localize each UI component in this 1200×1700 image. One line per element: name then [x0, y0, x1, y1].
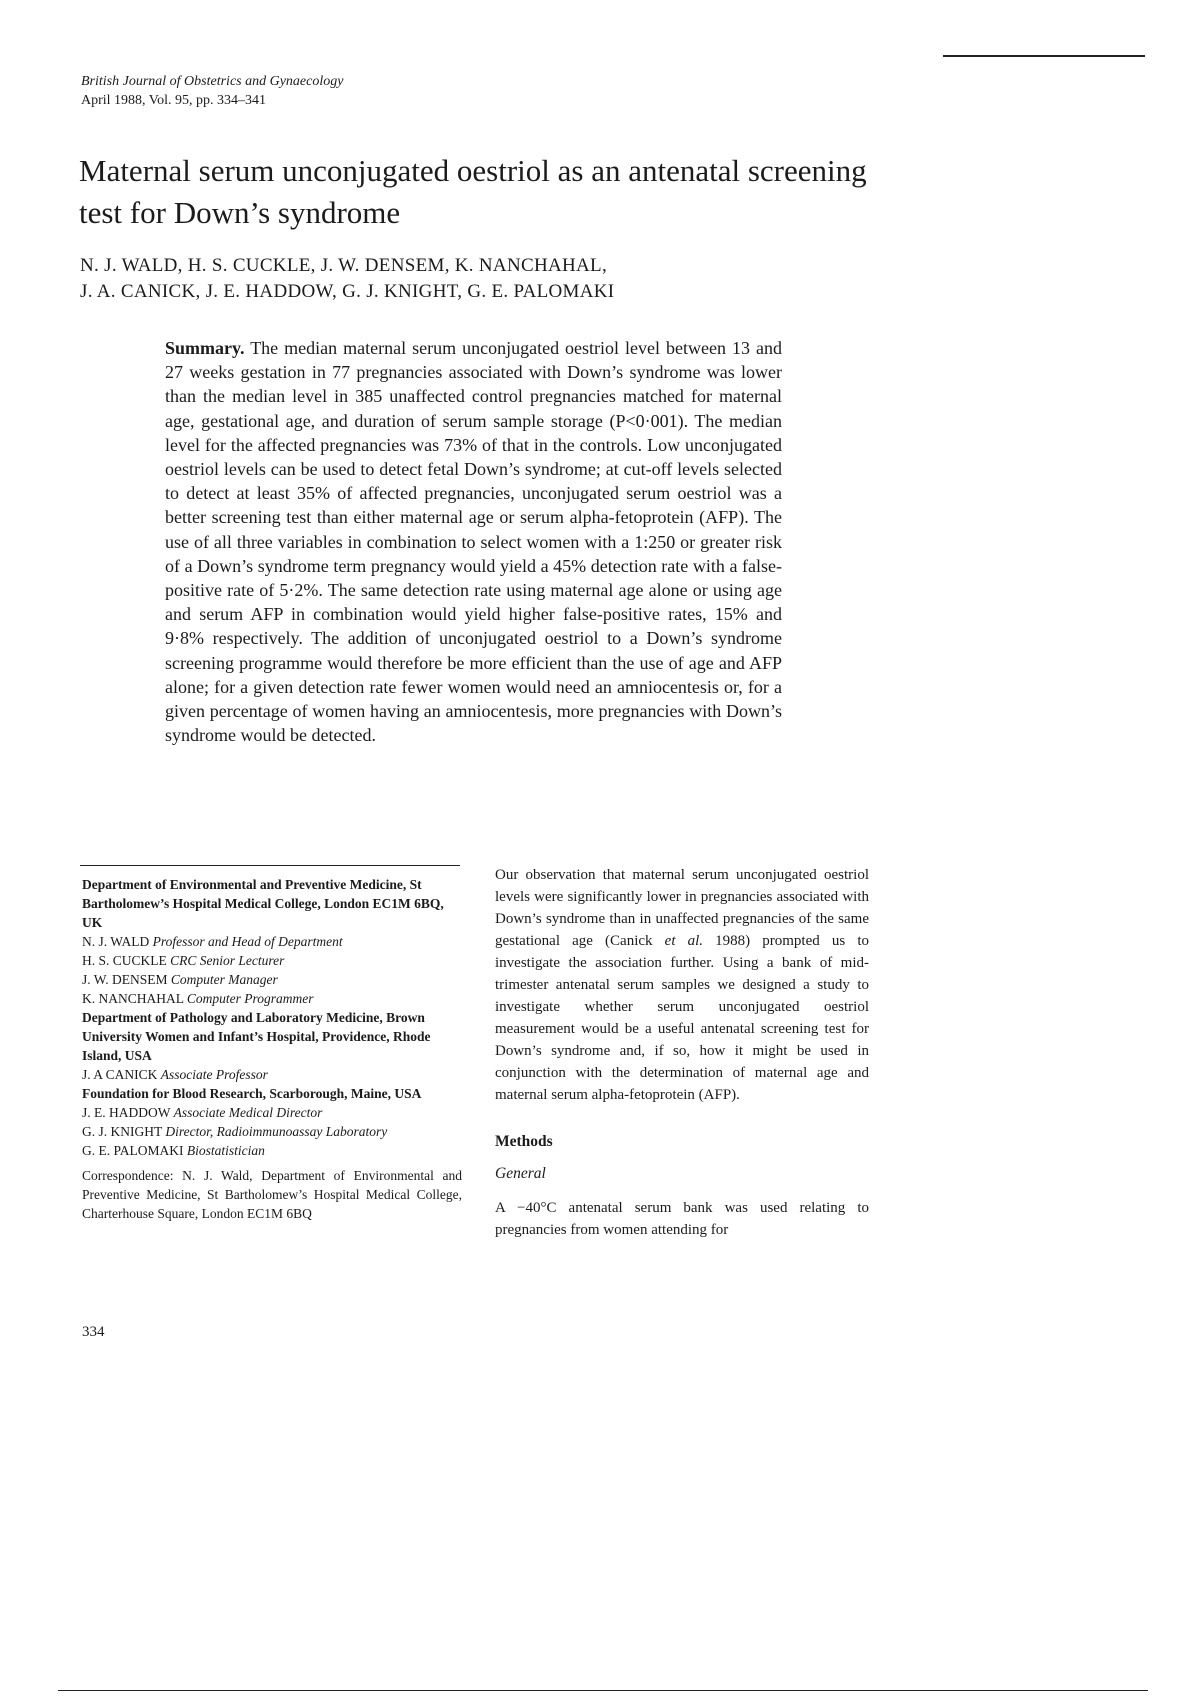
affiliation-person [82, 1141, 462, 1160]
person-role: Director, Radioimmunoassay Laboratory [165, 1124, 388, 1139]
affiliation-person [82, 1122, 462, 1141]
person-role: Professor and Head of Department [152, 934, 343, 949]
journal-name: British Journal of Obstetrics and Gynaecology [81, 74, 344, 89]
affiliation-person [82, 951, 462, 970]
person-name: H. S. CUCKLE [82, 953, 167, 968]
affiliation-rule [80, 865, 460, 866]
body-right-column [495, 864, 869, 1241]
summary-label: Summary. [165, 338, 245, 358]
affiliation-dept-3: Foundation for Blood Research, Scarborough, Maine, USA [82, 1086, 422, 1101]
author-line-1: N. J. WALD, H. S. CUCKLE, J. W. DENSEM, K. NANCHAHAL, [80, 255, 607, 276]
affiliation-person [82, 1065, 462, 1084]
bottom-rule [58, 1690, 1148, 1691]
person-name: K. NANCHAHAL [82, 991, 184, 1006]
affiliations-block [82, 875, 462, 1223]
affiliation-dept-1: Department of Environmental and Preventive Medicine, St Bartholomew’s Hospital Medical College, London EC1M 6BQ, UK [82, 877, 444, 930]
author-line-2: J. A. CANICK, J. E. HADDOW, G. J. KNIGHT, G. E. PALOMAKI [80, 281, 615, 302]
person-name: G. E. PALOMAKI [82, 1143, 184, 1158]
person-role: CRC Senior Lecturer [170, 953, 285, 968]
person-name: J. E. HADDOW [82, 1105, 171, 1120]
intro-paragraph [495, 864, 869, 1106]
intro-text-part-1: Our observation that maternal serum unconjugated oestriol levels were significantly lower in pregnancies associated with Down’s syndrome than in unaffected pregnancies of the same gestational age (Canick [495, 867, 869, 949]
person-role: Biostatistician [186, 1143, 265, 1158]
article-title: Maternal serum unconjugated oestriol as an antenatal screening test for Down’s syndrome [79, 153, 867, 230]
page-number: 334 [82, 1324, 105, 1340]
intro-text-part-2: 1988) prompted us to investigate the association further. Using a bank of mid-trimester antenatal serum samples we designed a study to investigate whether serum unconjugated oestriol measurement would be a useful antenatal screening test for Down’s syndrome and, if so, how it might be used in conjunction with the determination of maternal age and maternal serum alpha-fetoprotein (AFP). [495, 933, 870, 1103]
person-name: N. J. WALD [82, 934, 150, 949]
affiliation-person [82, 970, 462, 989]
journal-issue: April 1988, Vol. 95, pp. 334–341 [81, 93, 266, 108]
person-role: Associate Professor [160, 1067, 268, 1082]
general-subheading: General [495, 1165, 546, 1182]
affiliation-dept-2: Department of Pathology and Laboratory Medicine, Brown University Women and Infant’s Hospital, Providence, Rhode Island, USA [82, 1010, 431, 1063]
author-list [80, 253, 880, 305]
correspondence-address: Correspondence: N. J. Wald, Department of Environmental and Preventive Medicine, St Bartholomew’s Hospital Medical College, Charterhouse Square, London EC1M 6BQ [82, 1168, 462, 1221]
person-role: Associate Medical Director [173, 1105, 323, 1120]
summary-text: The median maternal serum unconjugated oestriol level between 13 and 27 weeks gestation in 77 pregnancies associated with Down’s syndrome was lower than the median level in 385 unaffected control pregnancies matched for maternal age, gestational age, and duration of serum sample storage (P<0·001). The median level for the affected pregnancies was 73% of that in the controls. Low unconjugated oestriol levels can be used to detect fetal Down’s syndrome; at cut-off levels selected to detect at least 35% of affected pregnancies, unconjugated serum oestriol was a better screening test than either maternal age or serum alpha-fetoprotein (AFP). The use of all three variables in combination to select women with a 1:250 or greater risk of a Down’s syndrome term pregnancy would yield a 45% detection rate with a false-positive rate of 5·2%. The same detection rate using maternal age alone or using age and serum AFP in combination would yield higher false-positive rates, 15% and 9·8% respectively. The addition of unconjugated oestriol to a Down’s syndrome screening programme would therefore be more efficient than the use of age and AFP alone; for a given detection rate fewer women would need an amniocentesis or, for a given percentage of women having an amniocentesis, more pregnancies with Down’s syndrome would be detected. [165, 338, 782, 746]
summary-abstract [165, 336, 782, 747]
intro-citation-etal: et al. [664, 933, 704, 949]
general-paragraph: A −40°C antenatal serum bank was used relating to pregnancies from women attending for [495, 1200, 869, 1238]
methods-heading: Methods [495, 1133, 553, 1150]
person-name: J. W. DENSEM [82, 972, 168, 987]
person-role: Computer Manager [170, 972, 278, 987]
person-role: Computer Programmer [186, 991, 314, 1006]
top-rule [943, 55, 1145, 57]
person-name: G. J. KNIGHT [82, 1124, 162, 1139]
affiliation-person [82, 1103, 462, 1122]
affiliation-person [82, 989, 462, 1008]
person-name: J. A CANICK [82, 1067, 158, 1082]
journal-header [81, 72, 343, 110]
affiliation-person [82, 932, 462, 951]
